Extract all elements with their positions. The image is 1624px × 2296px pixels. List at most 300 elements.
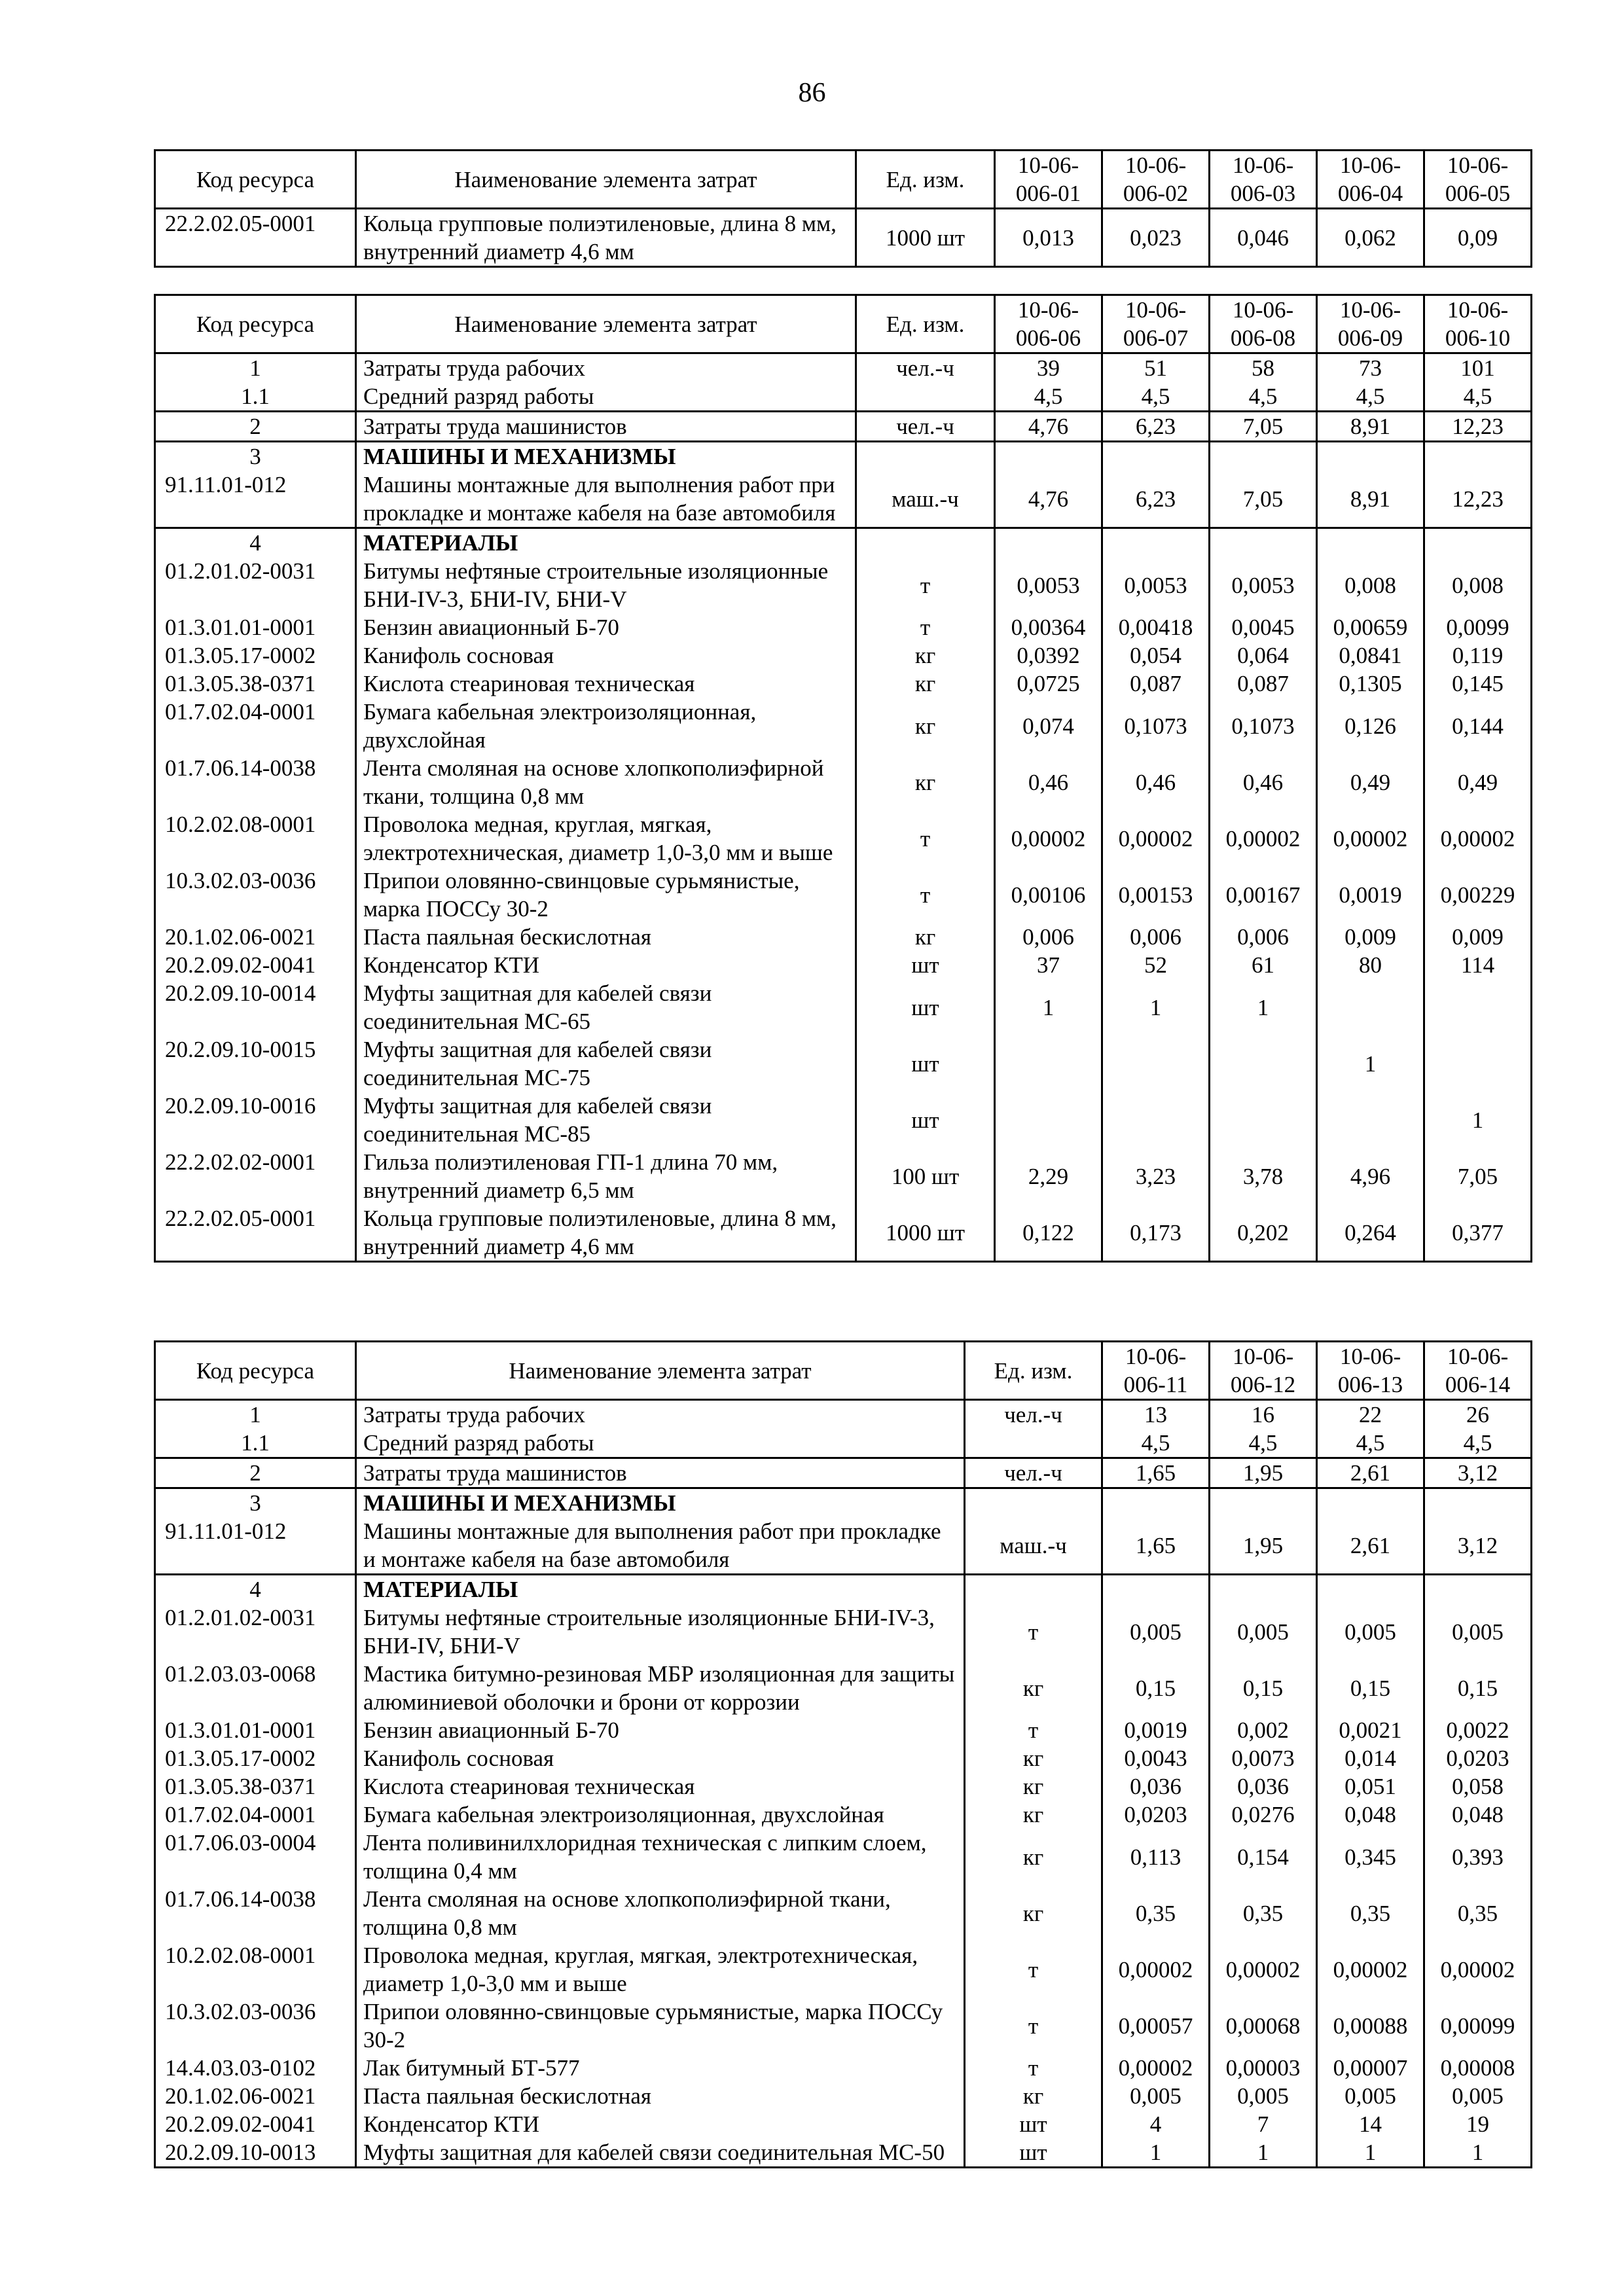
cell-value — [1102, 1488, 1210, 1518]
resource-code: 01.3.05.17-0002 — [155, 1744, 356, 1772]
cell-value: 0,00008 — [1424, 2054, 1532, 2082]
cell-value: 7,05 — [1210, 471, 1317, 528]
cell-value: 0,145 — [1424, 670, 1532, 698]
cell-value: 0,173 — [1102, 1204, 1210, 1262]
table-row — [155, 810, 1532, 867]
cell-value: 0,1305 — [1317, 670, 1424, 698]
resource-code: 4 — [155, 1575, 356, 1604]
cell-value: 0,0045 — [1210, 613, 1317, 641]
cell-value: 0,154 — [1210, 1829, 1317, 1885]
unit-of-measure: 1000 шт — [856, 1204, 995, 1262]
cell-value: 0,0841 — [1317, 641, 1424, 670]
table-row — [155, 1772, 1532, 1801]
header-code: Код ресурса — [155, 151, 356, 209]
cost-element-name: Припои оловянно-свинцовые сурьмянистые, марка ПОССу 30-2 — [356, 867, 856, 923]
cost-element-name: Битумы нефтяные строительные изоляционные БНИ-IV-3, БНИ-IV, БНИ-V — [356, 1604, 965, 1660]
cell-value: 4,76 — [995, 471, 1102, 528]
cell-value: 0,00153 — [1102, 867, 1210, 923]
cell-value: 0,0021 — [1317, 1716, 1424, 1744]
resource-code: 01.7.06.03-0004 — [155, 1829, 356, 1885]
cell-value: 0,008 — [1317, 557, 1424, 613]
cell-value — [1317, 1488, 1424, 1518]
header-code: Код ресурса — [155, 295, 356, 353]
cost-element-name: Кислота стеариновая техническая — [356, 1772, 965, 1801]
cell-value: 1 — [1210, 2138, 1317, 2168]
cell-value: 0,005 — [1317, 2082, 1424, 2110]
table-row — [155, 951, 1532, 979]
cell-value: 0,00364 — [995, 613, 1102, 641]
resource-code: 01.2.01.02-0031 — [155, 1604, 356, 1660]
table-row — [155, 1716, 1532, 1744]
cost-element-name: Кислота стеариновая техническая — [356, 670, 856, 698]
header-column: 10-06-006-12 — [1210, 1342, 1317, 1400]
table-2-body — [155, 353, 1532, 1262]
header-column: 10-06-006-14 — [1424, 1342, 1532, 1400]
resource-code: 1.1 — [155, 382, 356, 412]
unit-of-measure: чел.-ч — [965, 1400, 1102, 1429]
unit-of-measure: кг — [965, 1772, 1102, 1801]
cost-element-name: Бумага кабельная электроизоляционная, двухслойная — [356, 698, 856, 754]
cell-value: 8,91 — [1317, 412, 1424, 442]
unit-of-measure — [965, 1429, 1102, 1458]
cost-element-name: Проволока медная, круглая, мягкая, электротехническая, диаметр 1,0-3,0 мм и выше — [356, 810, 856, 867]
cell-value: 4,5 — [1102, 1429, 1210, 1458]
unit-of-measure: т — [856, 557, 995, 613]
cell-value: 19 — [1424, 2110, 1532, 2138]
cell-value: 0,008 — [1424, 557, 1532, 613]
cell-value: 0,009 — [1317, 923, 1424, 951]
cell-value: 1 — [1317, 1035, 1424, 1092]
unit-of-measure — [856, 528, 995, 558]
unit-of-measure: кг — [965, 1801, 1102, 1829]
resource-code: 10.3.02.03-0036 — [155, 867, 356, 923]
table-row — [155, 867, 1532, 923]
cell-value: 0,00002 — [995, 810, 1102, 867]
cell-value: 8,91 — [1317, 471, 1424, 528]
cell-value — [1210, 1575, 1317, 1604]
cell-value: 3,12 — [1424, 1458, 1532, 1488]
header-name: Наименование элемента затрат — [356, 151, 856, 209]
cell-value: 0,00002 — [1424, 810, 1532, 867]
cost-element-name: Средний разряд работы — [356, 382, 856, 412]
cell-value: 0,005 — [1102, 2082, 1210, 2110]
cell-value: 0,126 — [1317, 698, 1424, 754]
cell-value: 0,15 — [1424, 1660, 1532, 1716]
cell-value: 0,15 — [1317, 1660, 1424, 1716]
cell-value: 61 — [1210, 951, 1317, 979]
cell-value: 0,005 — [1424, 1604, 1532, 1660]
table-row — [155, 2082, 1532, 2110]
cell-value: 0,122 — [995, 1204, 1102, 1262]
unit-of-measure — [856, 442, 995, 471]
resource-code: 01.3.05.38-0371 — [155, 670, 356, 698]
resource-table-2 — [154, 294, 1532, 1263]
cost-element-name: Затраты труда рабочих — [356, 353, 856, 383]
cell-value: 114 — [1424, 951, 1532, 979]
resource-code: 01.3.01.01-0001 — [155, 613, 356, 641]
resource-code: 3 — [155, 1488, 356, 1518]
cell-value: 0,005 — [1317, 1604, 1424, 1660]
cost-element-name: Машины монтажные для выполнения работ при прокладке и монтаже кабеля на базе автомобиля — [356, 1517, 965, 1575]
unit-of-measure: т — [856, 867, 995, 923]
table-row — [155, 1801, 1532, 1829]
unit-of-measure: кг — [856, 670, 995, 698]
unit-of-measure: кг — [965, 1829, 1102, 1885]
unit-of-measure — [965, 1488, 1102, 1518]
cell-value — [1102, 1575, 1210, 1604]
unit-of-measure: 100 шт — [856, 1148, 995, 1204]
cell-value: 3,23 — [1102, 1148, 1210, 1204]
cell-value: 0,00002 — [1317, 1941, 1424, 1998]
table-row — [155, 1400, 1532, 1429]
cost-element-name: Конденсатор КТИ — [356, 951, 856, 979]
table-row — [155, 1829, 1532, 1885]
cell-value — [995, 1092, 1102, 1148]
cell-value: 26 — [1424, 1400, 1532, 1429]
cell-value: 0,377 — [1424, 1204, 1532, 1262]
cell-value — [995, 442, 1102, 471]
cost-element-name: Битумы нефтяные строительные изоляционные БНИ-IV-3, БНИ-IV, БНИ-V — [356, 557, 856, 613]
cell-value: 4,5 — [1317, 382, 1424, 412]
unit-of-measure: т — [856, 810, 995, 867]
cell-value: 0,0099 — [1424, 613, 1532, 641]
unit-of-measure: 1000 шт — [856, 209, 995, 267]
cell-value: 0,005 — [1210, 1604, 1317, 1660]
cell-value: 0,00007 — [1317, 2054, 1424, 2082]
table-row — [155, 2110, 1532, 2138]
unit-of-measure: шт — [856, 1092, 995, 1148]
resource-code: 91.11.01-012 — [155, 471, 356, 528]
cell-value: 4,76 — [995, 412, 1102, 442]
resource-table-1 — [154, 149, 1532, 268]
cell-value: 0,014 — [1317, 1744, 1424, 1772]
table-row — [155, 382, 1532, 412]
table-row — [155, 1517, 1532, 1575]
cell-value: 1 — [995, 979, 1102, 1035]
cell-value: 0,00088 — [1317, 1998, 1424, 2054]
unit-of-measure: т — [965, 1998, 1102, 2054]
resource-code: 20.2.09.02-0041 — [155, 2110, 356, 2138]
unit-of-measure: кг — [965, 1885, 1102, 1941]
unit-of-measure: кг — [856, 923, 995, 951]
cell-value: 0,00068 — [1210, 1998, 1317, 2054]
cell-value: 0,0019 — [1102, 1716, 1210, 1744]
table-row — [155, 641, 1532, 670]
cost-element-name: Канифоль сосновая — [356, 1744, 965, 1772]
cell-value: 7,05 — [1424, 1148, 1532, 1204]
table-row — [155, 698, 1532, 754]
cell-value: 0,064 — [1210, 641, 1317, 670]
cell-value: 4,5 — [1210, 382, 1317, 412]
cell-value: 0,00003 — [1210, 2054, 1317, 2082]
cell-value — [1317, 528, 1424, 558]
table-row — [155, 1885, 1532, 1941]
table-row — [155, 471, 1532, 528]
cell-value: 1 — [1317, 2138, 1424, 2168]
cell-value: 0,0022 — [1424, 1716, 1532, 1744]
header-column: 10-06-006-03 — [1210, 151, 1317, 209]
cell-value: 51 — [1102, 353, 1210, 383]
unit-of-measure: чел.-ч — [856, 353, 995, 383]
resource-code: 4 — [155, 528, 356, 558]
cell-value: 4,5 — [1317, 1429, 1424, 1458]
cell-value — [1317, 442, 1424, 471]
cell-value: 0,49 — [1424, 754, 1532, 810]
table-row — [155, 1744, 1532, 1772]
resource-code: 01.7.02.04-0001 — [155, 1801, 356, 1829]
cost-element-name: Муфты защитная для кабелей связи соединительная МС-50 — [356, 2138, 965, 2168]
cell-value: 0,009 — [1424, 923, 1532, 951]
cell-value: 0,46 — [1210, 754, 1317, 810]
cell-value: 0,036 — [1210, 1772, 1317, 1801]
resource-code: 22.2.02.05-0001 — [155, 1204, 356, 1262]
cell-value: 0,005 — [1102, 1604, 1210, 1660]
cell-value: 13 — [1102, 1400, 1210, 1429]
cell-value: 1 — [1424, 1092, 1532, 1148]
header-column: 10-06-006-08 — [1210, 295, 1317, 353]
unit-of-measure: чел.-ч — [965, 1458, 1102, 1488]
cost-element-name: Бензин авиационный Б-70 — [356, 613, 856, 641]
cell-value: 0,393 — [1424, 1829, 1532, 1885]
unit-of-measure: шт — [856, 1035, 995, 1092]
cell-value: 0,345 — [1317, 1829, 1424, 1885]
cell-value — [1424, 528, 1532, 558]
cost-element-name: Лак битумный БТ-577 — [356, 2054, 965, 2082]
unit-of-measure — [856, 382, 995, 412]
header-unit: Ед. изм. — [856, 151, 995, 209]
cell-value: 1,95 — [1210, 1458, 1317, 1488]
cell-value: 6,23 — [1102, 412, 1210, 442]
header-column: 10-06-006-01 — [995, 151, 1102, 209]
unit-of-measure: кг — [856, 641, 995, 670]
resource-code: 01.7.02.04-0001 — [155, 698, 356, 754]
cell-value: 0,00002 — [1102, 810, 1210, 867]
cost-element-name: МАТЕРИАЛЫ — [356, 528, 856, 558]
cell-value: 2,61 — [1317, 1458, 1424, 1488]
header-column: 10-06-006-13 — [1317, 1342, 1424, 1400]
cell-value: 22 — [1317, 1400, 1424, 1429]
header-column: 10-06-006-04 — [1317, 151, 1424, 209]
cell-value: 0,00167 — [1210, 867, 1317, 923]
resource-table-3 — [154, 1340, 1532, 2168]
cell-value: 4,5 — [995, 382, 1102, 412]
resource-code: 01.2.03.03-0068 — [155, 1660, 356, 1716]
header-name: Наименование элемента затрат — [356, 295, 856, 353]
cell-value: 0,0073 — [1210, 1744, 1317, 1772]
cell-value: 0,0392 — [995, 641, 1102, 670]
cell-value: 1 — [1210, 979, 1317, 1035]
header-code: Код ресурса — [155, 1342, 356, 1400]
unit-of-measure: т — [965, 1941, 1102, 1998]
cell-value: 39 — [995, 353, 1102, 383]
cell-value — [1210, 1092, 1317, 1148]
cost-element-name: Канифоль сосновая — [356, 641, 856, 670]
unit-of-measure: шт — [856, 979, 995, 1035]
resource-code: 01.2.01.02-0031 — [155, 557, 356, 613]
resource-code: 20.1.02.06-0021 — [155, 923, 356, 951]
cost-element-name: Паста паяльная бескислотная — [356, 2082, 965, 2110]
resource-code: 10.2.02.08-0001 — [155, 1941, 356, 1998]
cell-value: 0,46 — [995, 754, 1102, 810]
cell-value: 0,013 — [995, 209, 1102, 267]
cell-value: 0,00057 — [1102, 1998, 1210, 2054]
cell-value: 4,96 — [1317, 1148, 1424, 1204]
cell-value — [1210, 1488, 1317, 1518]
cell-value: 0,00099 — [1424, 1998, 1532, 2054]
cell-value: 0,006 — [1102, 923, 1210, 951]
cell-value — [1317, 979, 1424, 1035]
cell-value: 6,23 — [1102, 471, 1210, 528]
cost-element-name: Бензин авиационный Б-70 — [356, 1716, 965, 1744]
cell-value — [1317, 1092, 1424, 1148]
table-1-body — [155, 209, 1532, 267]
cell-value: 1 — [1102, 2138, 1210, 2168]
cell-value: 2,29 — [995, 1148, 1102, 1204]
unit-of-measure: шт — [965, 2110, 1102, 2138]
cell-value: 0,0203 — [1102, 1801, 1210, 1829]
cell-value — [1424, 1035, 1532, 1092]
cell-value: 0,054 — [1102, 641, 1210, 670]
cell-value — [1210, 1035, 1317, 1092]
cell-value: 0,074 — [995, 698, 1102, 754]
cell-value: 12,23 — [1424, 412, 1532, 442]
resource-code: 20.2.09.02-0041 — [155, 951, 356, 979]
cell-value — [1424, 442, 1532, 471]
cell-value: 4,5 — [1424, 1429, 1532, 1458]
header-column: 10-06-006-07 — [1102, 295, 1210, 353]
cell-value: 0,1073 — [1102, 698, 1210, 754]
cell-value: 0,087 — [1210, 670, 1317, 698]
cell-value: 12,23 — [1424, 471, 1532, 528]
resource-code: 20.2.09.10-0015 — [155, 1035, 356, 1092]
unit-of-measure: т — [965, 1604, 1102, 1660]
cell-value: 0,00002 — [1102, 1941, 1210, 1998]
header-column: 10-06-006-09 — [1317, 295, 1424, 353]
header-column: 10-06-006-05 — [1424, 151, 1532, 209]
cost-element-name: МАШИНЫ И МЕХАНИЗМЫ — [356, 1488, 965, 1518]
table-row — [155, 1575, 1532, 1604]
resource-code: 14.4.03.03-0102 — [155, 2054, 356, 2082]
cost-element-name: МАШИНЫ И МЕХАНИЗМЫ — [356, 442, 856, 471]
cost-element-name: Кольца групповые полиэтиленовые, длина 8 мм, внутренний диаметр 4,6 мм — [356, 209, 856, 267]
cell-value: 58 — [1210, 353, 1317, 383]
cell-value — [1102, 442, 1210, 471]
cell-value: 4 — [1102, 2110, 1210, 2138]
header-name: Наименование элемента затрат — [356, 1342, 965, 1400]
resource-code: 20.1.02.06-0021 — [155, 2082, 356, 2110]
table-row — [155, 1204, 1532, 1262]
resource-code: 10.3.02.03-0036 — [155, 1998, 356, 2054]
table-row — [155, 613, 1532, 641]
cell-value: 4,5 — [1102, 382, 1210, 412]
unit-of-measure: кг — [856, 698, 995, 754]
header-unit: Ед. изм. — [856, 295, 995, 353]
cell-value: 0,005 — [1424, 2082, 1532, 2110]
resource-code: 20.2.09.10-0016 — [155, 1092, 356, 1148]
table-row — [155, 2054, 1532, 2082]
cell-value: 1,95 — [1210, 1517, 1317, 1575]
cost-element-name: Муфты защитная для кабелей связи соединительная МС-65 — [356, 979, 856, 1035]
resource-code: 2 — [155, 412, 356, 442]
cell-value: 0,00106 — [995, 867, 1102, 923]
cell-value: 3,12 — [1424, 1517, 1532, 1575]
cell-value: 52 — [1102, 951, 1210, 979]
resource-code: 01.3.01.01-0001 — [155, 1716, 356, 1744]
table-row — [155, 1035, 1532, 1092]
table-row — [155, 1604, 1532, 1660]
cell-value: 4,5 — [1210, 1429, 1317, 1458]
cell-value: 0,048 — [1424, 1801, 1532, 1829]
resource-code: 3 — [155, 442, 356, 471]
unit-of-measure: т — [856, 613, 995, 641]
cell-value — [1317, 1575, 1424, 1604]
cell-value — [995, 528, 1102, 558]
cell-value: 2,61 — [1317, 1517, 1424, 1575]
cell-value: 0,264 — [1317, 1204, 1424, 1262]
cell-value — [1102, 1035, 1210, 1092]
resource-code: 01.7.06.14-0038 — [155, 1885, 356, 1941]
cost-element-name: Затраты труда рабочих — [356, 1400, 965, 1429]
cell-value — [1424, 1488, 1532, 1518]
cost-element-name: Муфты защитная для кабелей связи соединительная МС-85 — [356, 1092, 856, 1148]
cell-value — [1210, 528, 1317, 558]
cell-value — [1102, 1092, 1210, 1148]
cell-value: 0,00002 — [1424, 1941, 1532, 1998]
unit-of-measure: шт — [856, 951, 995, 979]
resource-code: 01.3.05.17-0002 — [155, 641, 356, 670]
cell-value: 0,35 — [1210, 1885, 1317, 1941]
header-column: 10-06-006-06 — [995, 295, 1102, 353]
header-column: 10-06-006-02 — [1102, 151, 1210, 209]
cost-element-name: Кольца групповые полиэтиленовые, длина 8 мм, внутренний диаметр 4,6 мм — [356, 1204, 856, 1262]
unit-of-measure: маш.-ч — [965, 1517, 1102, 1575]
table-row — [155, 979, 1532, 1035]
table-row — [155, 2138, 1532, 2168]
cell-value: 0,113 — [1102, 1829, 1210, 1885]
cell-value: 0,062 — [1317, 209, 1424, 267]
cost-element-name: Проволока медная, круглая, мягкая, электротехническая, диаметр 1,0-3,0 мм и выше — [356, 1941, 965, 1998]
table-row — [155, 1458, 1532, 1488]
cell-value: 0,087 — [1102, 670, 1210, 698]
cost-element-name: Лента поливинилхлоридная техническая с липким слоем, толщина 0,4 мм — [356, 1829, 965, 1885]
table-row — [155, 1148, 1532, 1204]
cell-value: 0,00229 — [1424, 867, 1532, 923]
table-row — [155, 1660, 1532, 1716]
table-row — [155, 1941, 1532, 1998]
cell-value: 0,006 — [1210, 923, 1317, 951]
cost-element-name: Мастика битумно-резиновая МБР изоляционная для защиты алюминиевой оболочки и брони от коррозии — [356, 1660, 965, 1716]
resource-code: 20.2.09.10-0013 — [155, 2138, 356, 2168]
cell-value: 0,00002 — [1210, 1941, 1317, 1998]
unit-of-measure: т — [965, 2054, 1102, 2082]
table-row — [155, 1092, 1532, 1148]
unit-of-measure: кг — [965, 1744, 1102, 1772]
cell-value: 0,202 — [1210, 1204, 1317, 1262]
table-row — [155, 754, 1532, 810]
table-row — [155, 670, 1532, 698]
resource-code: 1 — [155, 353, 356, 383]
table-row — [155, 1488, 1532, 1518]
unit-of-measure: кг — [965, 1660, 1102, 1716]
cell-value: 0,036 — [1102, 1772, 1210, 1801]
cell-value: 0,35 — [1102, 1885, 1210, 1941]
unit-of-measure: кг — [965, 2082, 1102, 2110]
resource-code: 20.2.09.10-0014 — [155, 979, 356, 1035]
cost-element-name: Паста паяльная бескислотная — [356, 923, 856, 951]
cell-value: 0,0203 — [1424, 1744, 1532, 1772]
table-row — [155, 923, 1532, 951]
cell-value: 0,15 — [1210, 1660, 1317, 1716]
